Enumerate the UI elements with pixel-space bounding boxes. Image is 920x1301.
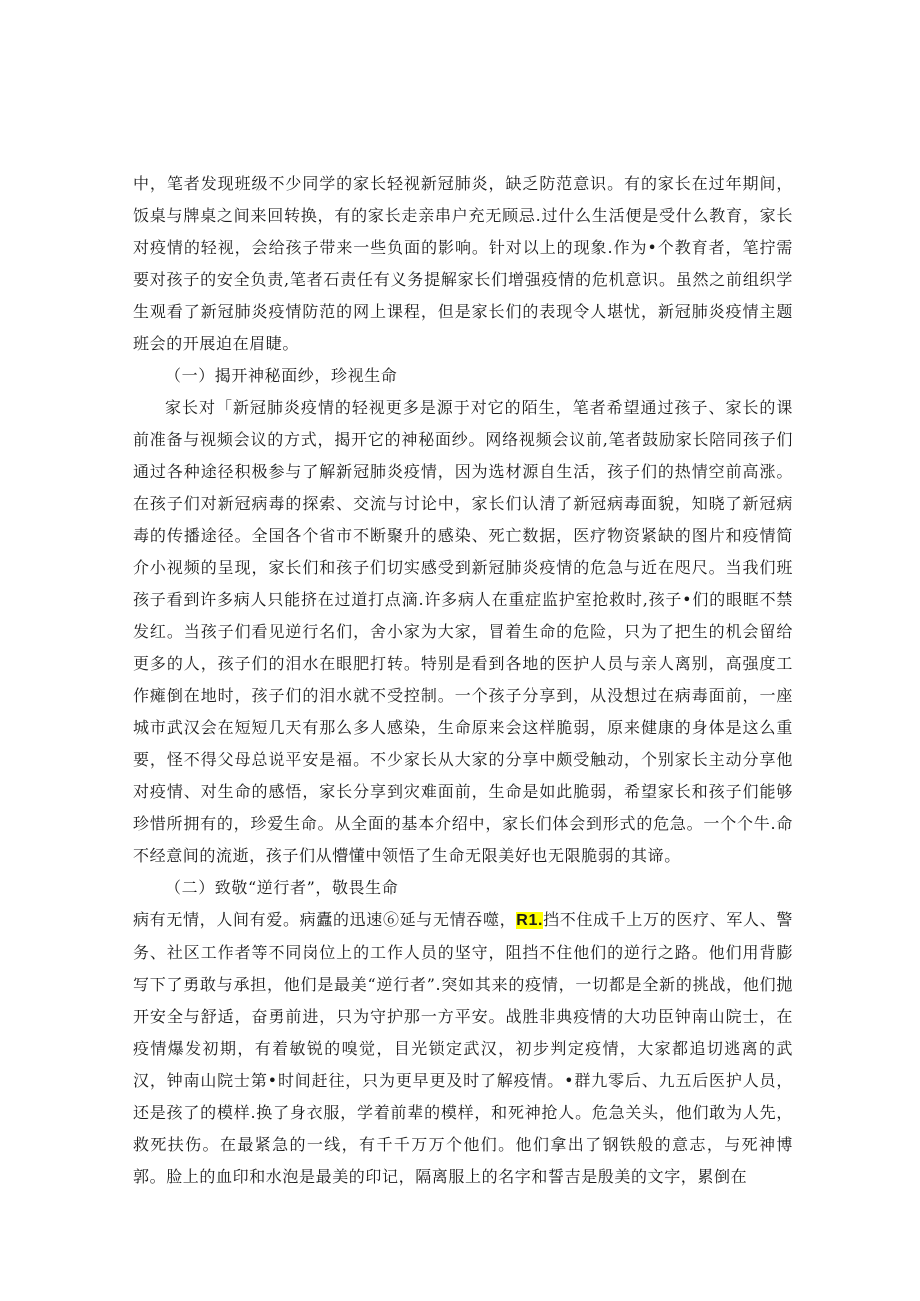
intro-paragraph: 中，笔者发现班级不少同学的家长轻视新冠肺炎，缺乏防范意识。有的家长在过年期间，饭桌与牌桌之间来回转换，有的家长走亲串户充无顾忌.过什么生活便是受什么教育，家长对疫情的轻视，会给孩子带来一些负面的影响。针对以上的现象.作为•个教育者，笔拧需要对孩子的安全负责,笔者石责任有义务提解家长们增强疫情的危机意识。虽然之前组织学生观看了新冠肺炎疫情防范的网上课程，但是家长们的表现令人堪忧，新冠肺炎疫情主题班会的开展迫在眉睫。 <box>133 174 793 353</box>
section-heading-1: （一）揭开神秘面纱，珍视生命 <box>165 366 398 385</box>
highlighted-mark: R1. <box>516 912 543 929</box>
section-2-text-rest: 挡不住成千上万的医疗、军人、警务、社区工作者等不同岗位上的工作人员的坚守，阻挡不住他们的逆行之路。他们用背膨写下了勇敢与承担，他们是最美“逆行者”.突如其来的疫情，一切都是全新的挑战，他们抛开安全与舒适，奋勇前进，只为守护那一方平安。战胜非典疫情的大功臣钟南山院士，在疫情爆发初期，有着敏锐的嗅觉，目光锁定武汉，初步判定疫情，大家都追切逃离的武汉，钟南山院士第•时间赶往，只为更早更及时了解疫情。•群九零后、九五后医护人员，还是孩了的模样.换了身衣服，学着前辈的模样，和死神抢人。危急关头，他们敢为人先，救死扶伤。在最紧急的一线，有千千万万个他们。他们拿出了钢铁般的意志，与死神博郭。脸上的血印和水泡是最美的印记，隔离服上的名字和誓吉是殷美的文字，累倒在 <box>133 910 793 1186</box>
section-1-paragraph: 家长对「新冠肺炎疫情的轻视更多是源于对它的陌生，笔者希望通过孩子、家长的课前准备与视频会议的方式，揭开它的神秘面纱。网络视频会议前,笔者鼓励家长陪同孩子们通过各种途径积极参与了解新冠肺炎疫情，因为选材源自生活，孩子们的热情空前高涨。在孩子们对新冠病毒的探索、交流与讨论中，家长们认清了新冠病毒面貌，知晓了新冠病毒的传播途径。全国各个省市不断聚升的感染、死亡数据，医疗物资紧缺的图片和疫情简介小视频的呈现，家长们和孩子们切实感受到新冠肺炎疫情的危急与近在咫尺。当我们班孩子看到许多病人只能挤在过道打点滴.许多病人在重症监护室抢救时,孩子•们的眼眶不禁发红。当孩子们看见逆行名们，舍小家为大家，冒着生命的危险，只为了把生的机会留给更多的人，孩子们的泪水在眼肥打转。特别是看到各地的医护人员与亲人离别，高强度工作瘫倒在地时，孩子们的泪水就不受控制。一个孩子分享到，从没想过在病毒面前，一座城市武汉会在短短几天有那么多人感染，生命原来会这样脆弱，原来健康的身体是这么重要，怪不得父母总说平安是福。不少家长从大家的分享中颇受触动，个别家长主动分享他对疫情、对生命的感悟，家长分享到灾难面前，生命是如此脆弱，希望家长和孩子们能够珍惜所拥有的，珍爱生命。从全面的基本介绍中，家长们体会到形式的危急。一个个牛.命不经意间的流逝，孩子们从懵懂中领悟了生命无限美好也无限脆弱的其谛。 <box>133 398 793 865</box>
section-heading-2: （二）致敬“逆行者”，敬畏生命 <box>165 878 399 897</box>
section-2-paragraph <box>133 904 793 1193</box>
body-text <box>133 168 793 1193</box>
section-2-text-start: 病有无情，人间有爱。病蠹的迅速⑥延与无情吞噬， <box>133 910 517 929</box>
